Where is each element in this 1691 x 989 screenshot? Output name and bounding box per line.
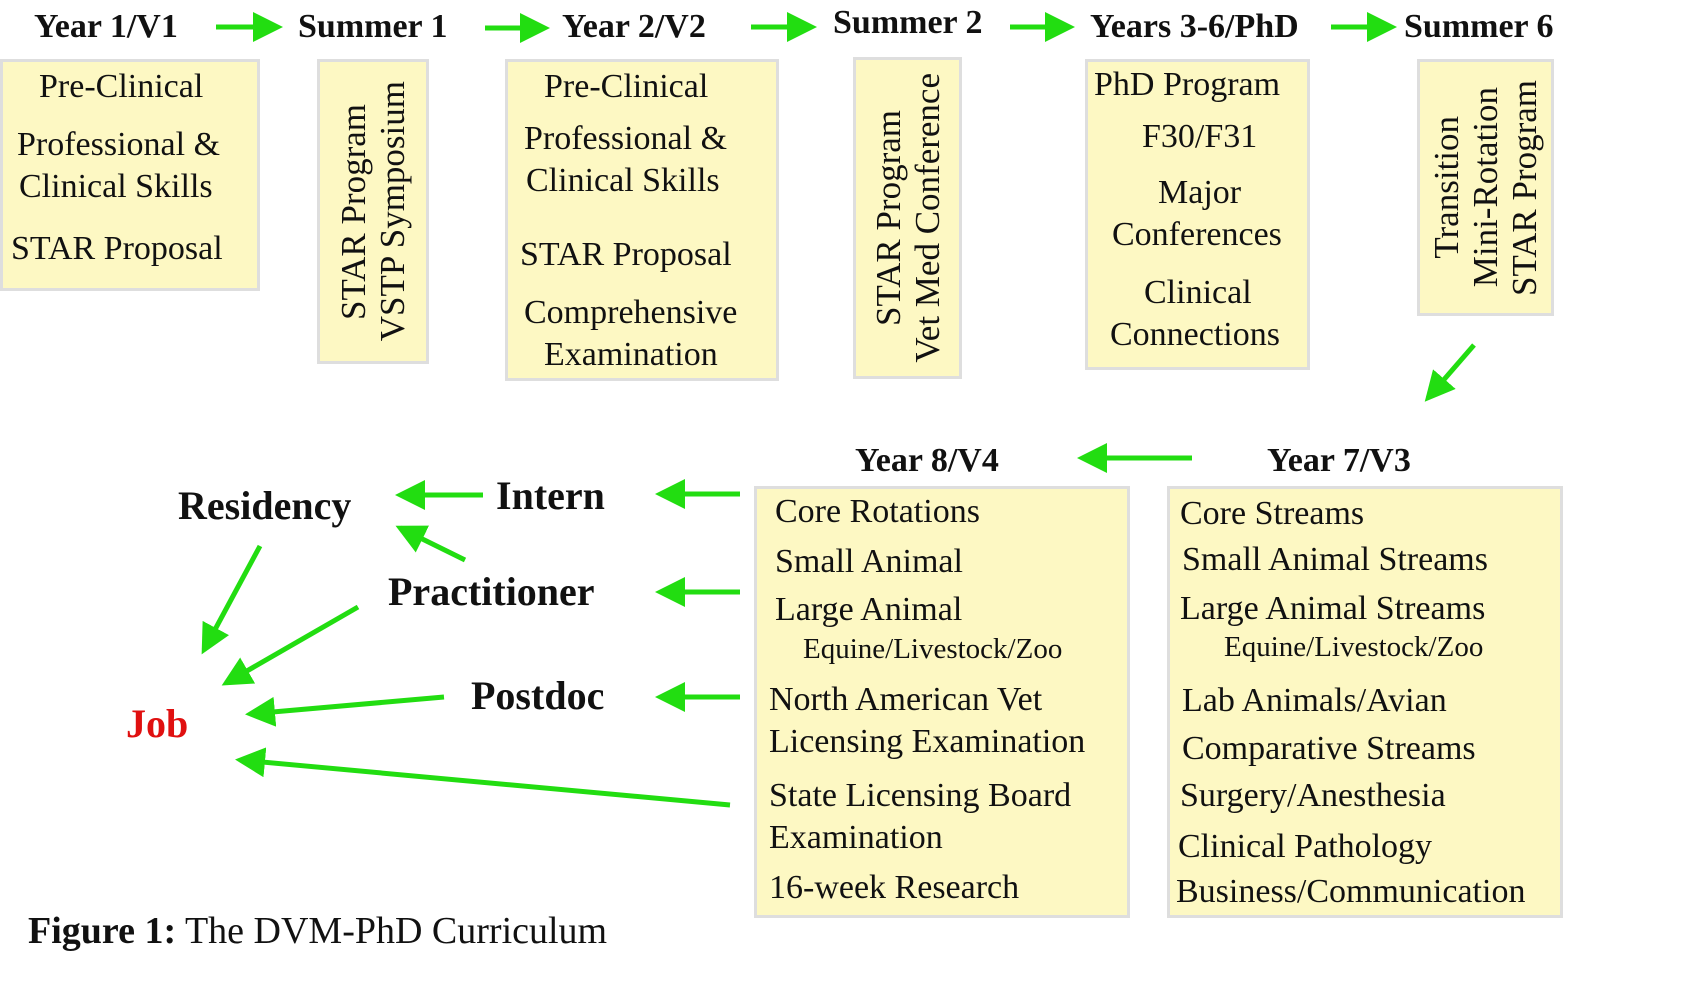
arrow-summer6-year7 — [1428, 345, 1474, 398]
header-year1: Year 1/V1 — [34, 8, 178, 45]
caption-label: Figure 1: — [28, 910, 177, 952]
item: Vet Med Conference — [907, 73, 947, 363]
item: Large Animal Streams — [1180, 590, 1486, 627]
item: Clinical — [1144, 274, 1252, 311]
header-summer1: Summer 1 — [298, 8, 448, 45]
item: Large Animal — [775, 591, 963, 628]
item: Transition — [1427, 116, 1466, 259]
header-years3-6: Years 3-6/PhD — [1090, 8, 1299, 45]
item: Licensing Examination — [769, 723, 1086, 760]
item: Pre-Clinical — [544, 68, 709, 105]
header-year8: Year 8/V4 — [855, 442, 999, 479]
item: Clinical Pathology — [1178, 828, 1433, 865]
outcome-intern: Intern — [496, 473, 605, 518]
arrow-residency-job — [204, 546, 260, 650]
item: Pre-Clinical — [39, 68, 204, 105]
header-summer2: Summer 2 — [833, 4, 983, 41]
item: Equine/Livestock/Zoo — [1224, 631, 1484, 663]
item: North American Vet — [769, 681, 1043, 718]
item: Core Rotations — [775, 493, 980, 530]
item: VSTP Symposium — [373, 81, 412, 342]
arrow-year8-job — [240, 760, 730, 805]
item: Professional & — [17, 126, 221, 163]
item: Connections — [1110, 316, 1280, 353]
item: STAR Program — [334, 103, 373, 320]
item: 16-week Research — [769, 869, 1020, 906]
item: STAR Proposal — [11, 230, 223, 267]
item: Surgery/Anesthesia — [1180, 777, 1446, 814]
item: Equine/Livestock/Zoo — [803, 633, 1063, 665]
arrow-practitioner-job — [226, 607, 358, 683]
item: PhD Program — [1094, 66, 1281, 103]
arrow-postdoc-job — [250, 697, 444, 714]
item: Professional & — [524, 120, 728, 157]
item: F30/F31 — [1142, 118, 1258, 155]
header-year7: Year 7/V3 — [1267, 442, 1411, 479]
item: Comparative Streams — [1182, 730, 1476, 767]
header-summer6: Summer 6 — [1404, 8, 1554, 45]
item: Examination — [769, 819, 943, 856]
item: Business/Communication — [1176, 873, 1526, 910]
item: STAR Program — [868, 110, 908, 326]
item: STAR Program — [1505, 79, 1544, 296]
item: Examination — [544, 336, 718, 373]
outcome-practitioner: Practitioner — [388, 569, 595, 614]
item: Clinical Skills — [19, 168, 213, 205]
item: Clinical Skills — [526, 162, 720, 199]
arrow-practitioner-residency — [400, 528, 465, 560]
header-year2: Year 2/V2 — [562, 8, 706, 45]
outcome-residency: Residency — [178, 483, 352, 528]
item: Small Animal — [775, 543, 963, 580]
item: State Licensing Board — [769, 777, 1072, 814]
item: Lab Animals/Avian — [1182, 682, 1447, 719]
item: Major — [1158, 174, 1242, 211]
item: STAR Proposal — [520, 236, 732, 273]
item: Mini-Rotation — [1466, 87, 1505, 288]
item: Core Streams — [1180, 495, 1365, 532]
item: Comprehensive — [524, 294, 738, 331]
outcome-job: Job — [126, 701, 189, 746]
caption-text: The DVM-PhD Curriculum — [184, 910, 608, 952]
item: Small Animal Streams — [1182, 541, 1488, 578]
outcome-postdoc: Postdoc — [471, 673, 605, 718]
item: Conferences — [1112, 216, 1282, 253]
